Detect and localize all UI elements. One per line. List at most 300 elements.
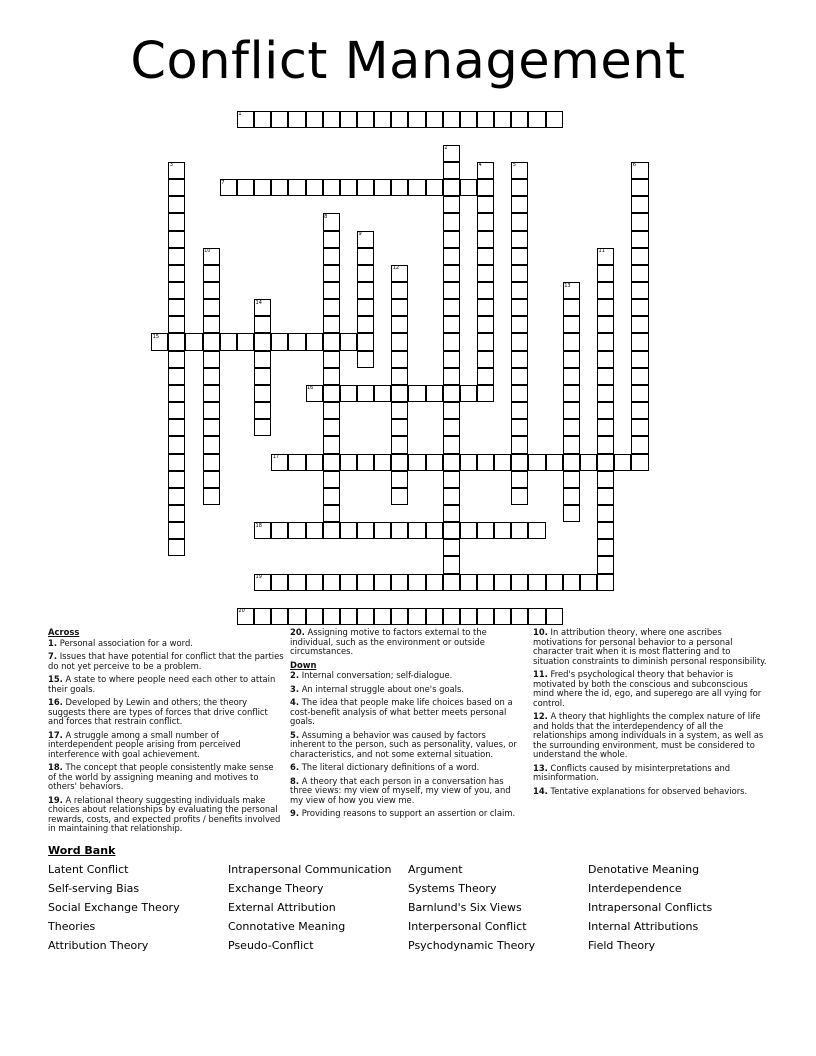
grid-cell[interactable] <box>306 333 323 350</box>
grid-cell[interactable] <box>168 505 185 522</box>
grid-cell[interactable] <box>443 213 460 230</box>
grid-cell[interactable] <box>494 608 511 625</box>
grid-cell[interactable] <box>203 488 220 505</box>
grid-cell[interactable] <box>563 316 580 333</box>
grid-cell[interactable] <box>426 608 443 625</box>
grid-cell[interactable] <box>546 574 563 591</box>
word-bank-item: Intrapersonal Communication <box>228 863 392 876</box>
grid-cell[interactable] <box>323 402 340 419</box>
grid-cell[interactable] <box>391 454 408 471</box>
grid-cell[interactable] <box>443 436 460 453</box>
grid-cell[interactable] <box>563 574 580 591</box>
grid-cell[interactable] <box>391 111 408 128</box>
grid-cell[interactable] <box>511 454 528 471</box>
grid-cell[interactable] <box>408 179 425 196</box>
grid-cell[interactable] <box>511 265 528 282</box>
grid-cell[interactable] <box>597 385 614 402</box>
grid-cell[interactable] <box>408 522 425 539</box>
grid-cell[interactable] <box>460 111 477 128</box>
grid-cell[interactable] <box>477 213 494 230</box>
grid-cell[interactable] <box>443 351 460 368</box>
grid-cell[interactable] <box>237 333 254 350</box>
grid-cell[interactable] <box>323 505 340 522</box>
grid-cell[interactable] <box>203 471 220 488</box>
grid-cell[interactable] <box>580 454 597 471</box>
grid-cell[interactable] <box>340 385 357 402</box>
grid-cell[interactable] <box>443 488 460 505</box>
grid-cell[interactable] <box>597 282 614 299</box>
grid-cell[interactable] <box>323 368 340 385</box>
grid-cell[interactable] <box>203 333 220 350</box>
grid-cell[interactable] <box>443 368 460 385</box>
grid-cell[interactable] <box>443 556 460 573</box>
grid-cell[interactable] <box>426 522 443 539</box>
grid-cell[interactable] <box>323 316 340 333</box>
grid-cell[interactable] <box>597 488 614 505</box>
grid-cell[interactable] <box>460 454 477 471</box>
grid-cell[interactable] <box>511 111 528 128</box>
grid-cell[interactable] <box>494 454 511 471</box>
grid-cell[interactable] <box>631 248 648 265</box>
grid-cell[interactable] <box>477 248 494 265</box>
grid-cell[interactable] <box>631 385 648 402</box>
grid-cell[interactable] <box>357 299 374 316</box>
grid-cell[interactable] <box>340 522 357 539</box>
grid-cell[interactable] <box>614 454 631 471</box>
grid-cell[interactable] <box>323 248 340 265</box>
grid-cell[interactable] <box>357 179 374 196</box>
grid-cell[interactable] <box>477 299 494 316</box>
grid-cell[interactable] <box>443 179 460 196</box>
grid-cell[interactable] <box>168 265 185 282</box>
grid-cell[interactable] <box>323 111 340 128</box>
grid-cell[interactable] <box>168 196 185 213</box>
grid-cell[interactable] <box>511 522 528 539</box>
grid-cell[interactable] <box>391 282 408 299</box>
grid-cell[interactable] <box>631 419 648 436</box>
grid-cell[interactable] <box>563 385 580 402</box>
grid-cell[interactable] <box>306 179 323 196</box>
grid-cell[interactable] <box>203 299 220 316</box>
grid-cell[interactable] <box>477 574 494 591</box>
grid-cell[interactable] <box>323 608 340 625</box>
grid-cell[interactable] <box>254 419 271 436</box>
grid-cell[interactable] <box>323 351 340 368</box>
grid-cell[interactable] <box>511 488 528 505</box>
grid-cell[interactable] <box>323 488 340 505</box>
grid-cell[interactable] <box>340 608 357 625</box>
clue-number: 3 <box>169 162 173 169</box>
grid-cell[interactable] <box>597 539 614 556</box>
grid-cell[interactable] <box>271 608 288 625</box>
grid-cell[interactable] <box>408 608 425 625</box>
grid-cell[interactable] <box>306 574 323 591</box>
grid-cell[interactable] <box>168 471 185 488</box>
grid-cell[interactable] <box>511 436 528 453</box>
grid-cell[interactable] <box>357 608 374 625</box>
grid-cell[interactable] <box>511 196 528 213</box>
grid-cell[interactable] <box>563 402 580 419</box>
grid-cell[interactable] <box>477 385 494 402</box>
grid-cell[interactable] <box>546 111 563 128</box>
grid-cell[interactable] <box>563 419 580 436</box>
grid-cell[interactable] <box>511 248 528 265</box>
grid-cell[interactable] <box>323 454 340 471</box>
grid-cell[interactable] <box>443 385 460 402</box>
grid-cell[interactable] <box>374 522 391 539</box>
grid-cell[interactable] <box>494 111 511 128</box>
clue-down-2: 2. Internal conversation; self-dialogue. <box>290 670 453 680</box>
grid-cell[interactable] <box>563 505 580 522</box>
grid-cell[interactable] <box>306 522 323 539</box>
grid-cell[interactable] <box>288 454 305 471</box>
grid-cell[interactable] <box>477 111 494 128</box>
grid-cell[interactable] <box>443 299 460 316</box>
grid-cell[interactable] <box>631 213 648 230</box>
grid-cell[interactable] <box>391 333 408 350</box>
grid-cell[interactable] <box>528 522 545 539</box>
grid-cell[interactable] <box>271 522 288 539</box>
grid-cell[interactable] <box>443 608 460 625</box>
grid-cell[interactable] <box>477 179 494 196</box>
grid-cell[interactable] <box>168 351 185 368</box>
grid-cell[interactable] <box>597 265 614 282</box>
grid-cell[interactable] <box>203 385 220 402</box>
grid-cell[interactable] <box>563 471 580 488</box>
grid-cell[interactable] <box>357 351 374 368</box>
grid-cell[interactable] <box>306 454 323 471</box>
grid-cell[interactable] <box>597 299 614 316</box>
grid-cell[interactable] <box>203 454 220 471</box>
grid-cell[interactable] <box>426 574 443 591</box>
grid-cell[interactable] <box>203 351 220 368</box>
grid-cell[interactable] <box>357 282 374 299</box>
grid-cell[interactable] <box>168 213 185 230</box>
grid-cell[interactable] <box>323 282 340 299</box>
grid-cell[interactable] <box>357 316 374 333</box>
grid-cell[interactable] <box>391 436 408 453</box>
grid-cell[interactable] <box>511 333 528 350</box>
grid-cell[interactable] <box>511 368 528 385</box>
grid-cell[interactable] <box>254 179 271 196</box>
grid-cell[interactable] <box>597 419 614 436</box>
grid-cell[interactable] <box>631 299 648 316</box>
grid-cell[interactable] <box>168 454 185 471</box>
grid-cell[interactable] <box>168 402 185 419</box>
grid-cell[interactable] <box>597 351 614 368</box>
grid-cell[interactable] <box>426 179 443 196</box>
grid-cell[interactable] <box>597 368 614 385</box>
grid-cell[interactable] <box>168 316 185 333</box>
grid-cell[interactable] <box>426 454 443 471</box>
grid-cell[interactable] <box>408 574 425 591</box>
grid-cell[interactable] <box>203 368 220 385</box>
clue-across-18: 18. The concept that people consistently make sense of the world by assigning meaning and motives to others' behaviors. <box>48 762 274 791</box>
grid-cell[interactable] <box>631 454 648 471</box>
grid-cell[interactable] <box>168 385 185 402</box>
grid-cell[interactable] <box>563 436 580 453</box>
grid-cell[interactable] <box>631 196 648 213</box>
grid-cell[interactable] <box>391 402 408 419</box>
grid-cell[interactable] <box>237 179 254 196</box>
grid-cell[interactable] <box>391 299 408 316</box>
grid-cell[interactable] <box>408 111 425 128</box>
grid-cell[interactable] <box>597 522 614 539</box>
grid-cell[interactable] <box>511 402 528 419</box>
grid-cell[interactable] <box>168 436 185 453</box>
grid-cell[interactable] <box>254 368 271 385</box>
grid-cell[interactable] <box>254 385 271 402</box>
grid-cell[interactable] <box>477 231 494 248</box>
grid-cell[interactable] <box>168 299 185 316</box>
grid-cell[interactable] <box>391 522 408 539</box>
grid-cell[interactable] <box>357 454 374 471</box>
grid-cell[interactable] <box>288 574 305 591</box>
grid-cell[interactable] <box>168 231 185 248</box>
grid-cell[interactable] <box>631 402 648 419</box>
grid-cell[interactable] <box>460 608 477 625</box>
grid-cell[interactable] <box>511 231 528 248</box>
grid-cell[interactable] <box>220 333 237 350</box>
grid-cell[interactable] <box>477 196 494 213</box>
grid-cell[interactable] <box>323 333 340 350</box>
grid-cell[interactable] <box>443 505 460 522</box>
grid-cell[interactable] <box>443 419 460 436</box>
grid-cell[interactable] <box>563 368 580 385</box>
grid-cell[interactable] <box>528 574 545 591</box>
grid-cell[interactable] <box>528 111 545 128</box>
grid-cell[interactable] <box>511 282 528 299</box>
grid-cell[interactable] <box>391 368 408 385</box>
grid-cell[interactable] <box>391 385 408 402</box>
grid-cell[interactable] <box>477 316 494 333</box>
grid-cell[interactable] <box>323 265 340 282</box>
grid-cell[interactable] <box>443 333 460 350</box>
grid-cell[interactable] <box>443 196 460 213</box>
grid-cell[interactable] <box>271 179 288 196</box>
grid-cell[interactable] <box>271 333 288 350</box>
grid-cell[interactable] <box>323 419 340 436</box>
grid-cell[interactable] <box>288 608 305 625</box>
grid-cell[interactable] <box>340 111 357 128</box>
grid-cell[interactable] <box>254 351 271 368</box>
grid-cell[interactable] <box>391 316 408 333</box>
grid-cell[interactable] <box>443 522 460 539</box>
grid-cell[interactable] <box>323 385 340 402</box>
grid-cell[interactable] <box>203 419 220 436</box>
grid-cell[interactable] <box>511 419 528 436</box>
grid-cell[interactable] <box>408 385 425 402</box>
grid-cell[interactable] <box>254 402 271 419</box>
grid-cell[interactable] <box>288 333 305 350</box>
grid-cell[interactable] <box>168 282 185 299</box>
grid-cell[interactable] <box>528 608 545 625</box>
grid-cell[interactable] <box>374 608 391 625</box>
grid-cell[interactable] <box>511 574 528 591</box>
grid-cell[interactable] <box>254 111 271 128</box>
grid-cell[interactable] <box>323 574 340 591</box>
grid-cell[interactable] <box>477 265 494 282</box>
grid-cell[interactable] <box>460 574 477 591</box>
grid-cell[interactable] <box>443 402 460 419</box>
grid-cell[interactable] <box>597 436 614 453</box>
grid-cell[interactable] <box>443 539 460 556</box>
grid-cell[interactable] <box>443 162 460 179</box>
grid-cell[interactable] <box>546 454 563 471</box>
grid-cell[interactable] <box>597 574 614 591</box>
grid-cell[interactable] <box>443 471 460 488</box>
grid-cell[interactable] <box>271 574 288 591</box>
grid-cell[interactable] <box>477 454 494 471</box>
grid-cell[interactable] <box>631 351 648 368</box>
grid-cell[interactable] <box>357 265 374 282</box>
grid-cell[interactable] <box>511 299 528 316</box>
grid-cell[interactable] <box>511 471 528 488</box>
grid-cell[interactable] <box>597 333 614 350</box>
grid-cell[interactable] <box>203 265 220 282</box>
grid-cell[interactable] <box>597 316 614 333</box>
grid-cell[interactable] <box>477 608 494 625</box>
grid-cell[interactable] <box>597 505 614 522</box>
grid-cell[interactable] <box>271 111 288 128</box>
grid-cell[interactable] <box>580 574 597 591</box>
grid-cell[interactable] <box>340 333 357 350</box>
grid-cell[interactable] <box>168 488 185 505</box>
grid-cell[interactable] <box>323 179 340 196</box>
grid-cell[interactable] <box>494 574 511 591</box>
grid-cell[interactable] <box>374 454 391 471</box>
grid-cell[interactable] <box>563 488 580 505</box>
grid-cell[interactable] <box>460 385 477 402</box>
grid-cell[interactable] <box>340 454 357 471</box>
grid-cell[interactable] <box>323 471 340 488</box>
grid-cell[interactable] <box>408 454 425 471</box>
grid-cell[interactable] <box>357 574 374 591</box>
grid-cell[interactable] <box>597 556 614 573</box>
grid-cell[interactable] <box>443 316 460 333</box>
grid-cell[interactable] <box>511 316 528 333</box>
grid-cell[interactable] <box>288 111 305 128</box>
grid-cell[interactable] <box>168 248 185 265</box>
grid-cell[interactable] <box>477 333 494 350</box>
grid-cell[interactable] <box>391 179 408 196</box>
grid-cell[interactable] <box>563 333 580 350</box>
grid-cell[interactable] <box>511 608 528 625</box>
grid-cell[interactable] <box>426 385 443 402</box>
grid-cell[interactable] <box>391 351 408 368</box>
grid-cell[interactable] <box>185 333 202 350</box>
grid-cell[interactable] <box>563 299 580 316</box>
grid-cell[interactable] <box>168 419 185 436</box>
grid-cell[interactable] <box>443 111 460 128</box>
grid-cell[interactable] <box>306 111 323 128</box>
grid-cell[interactable] <box>631 231 648 248</box>
grid-cell[interactable] <box>288 179 305 196</box>
grid-cell[interactable] <box>374 111 391 128</box>
grid-cell[interactable] <box>374 179 391 196</box>
grid-cell[interactable] <box>443 248 460 265</box>
grid-cell[interactable] <box>357 385 374 402</box>
grid-cell[interactable] <box>323 522 340 539</box>
grid-cell[interactable] <box>340 574 357 591</box>
grid-cell[interactable] <box>511 179 528 196</box>
grid-cell[interactable] <box>357 522 374 539</box>
grid-cell[interactable] <box>168 179 185 196</box>
grid-cell[interactable] <box>288 522 305 539</box>
grid-cell[interactable] <box>357 248 374 265</box>
grid-cell[interactable] <box>391 488 408 505</box>
grid-cell[interactable] <box>357 333 374 350</box>
grid-cell[interactable] <box>477 351 494 368</box>
grid-cell[interactable] <box>323 299 340 316</box>
grid-cell[interactable] <box>477 282 494 299</box>
grid-cell[interactable] <box>631 265 648 282</box>
grid-cell[interactable] <box>168 539 185 556</box>
grid-cell[interactable] <box>323 436 340 453</box>
grid-cell[interactable] <box>203 402 220 419</box>
grid-cell[interactable] <box>340 179 357 196</box>
grid-cell[interactable] <box>511 385 528 402</box>
grid-cell[interactable] <box>254 333 271 350</box>
grid-cell[interactable] <box>254 608 271 625</box>
grid-cell[interactable] <box>323 231 340 248</box>
grid-cell[interactable] <box>563 351 580 368</box>
grid-cell[interactable] <box>631 436 648 453</box>
grid-cell[interactable] <box>443 231 460 248</box>
grid-cell[interactable] <box>391 471 408 488</box>
grid-cell[interactable] <box>511 351 528 368</box>
grid-cell[interactable] <box>391 608 408 625</box>
grid-cell[interactable] <box>374 574 391 591</box>
grid-cell[interactable] <box>357 111 374 128</box>
grid-cell[interactable] <box>477 522 494 539</box>
grid-cell[interactable] <box>528 454 545 471</box>
grid-cell[interactable] <box>203 282 220 299</box>
grid-cell[interactable] <box>391 574 408 591</box>
grid-cell[interactable] <box>597 471 614 488</box>
grid-cell[interactable] <box>443 265 460 282</box>
grid-cell[interactable] <box>460 179 477 196</box>
grid-cell[interactable] <box>168 333 185 350</box>
grid-cell[interactable] <box>203 316 220 333</box>
grid-cell[interactable] <box>168 522 185 539</box>
grid-cell[interactable] <box>477 368 494 385</box>
grid-cell[interactable] <box>563 454 580 471</box>
grid-cell[interactable] <box>597 402 614 419</box>
grid-cell[interactable] <box>391 419 408 436</box>
grid-cell[interactable] <box>631 368 648 385</box>
grid-cell[interactable] <box>254 316 271 333</box>
grid-cell[interactable] <box>168 368 185 385</box>
grid-cell[interactable] <box>460 522 477 539</box>
grid-cell[interactable] <box>306 608 323 625</box>
grid-cell[interactable] <box>494 522 511 539</box>
grid-cell[interactable] <box>631 282 648 299</box>
grid-cell[interactable] <box>426 111 443 128</box>
grid-cell[interactable] <box>546 608 563 625</box>
grid-cell[interactable] <box>443 282 460 299</box>
grid-cell[interactable] <box>631 316 648 333</box>
grid-cell[interactable] <box>511 213 528 230</box>
grid-cell[interactable] <box>374 385 391 402</box>
grid-cell[interactable] <box>203 436 220 453</box>
clue-down-12: 12. A theory that highlights the complex nature of life and holds that the interdependency of all the relationships among individuals in a system, as well as the surrounding environment, must be considered to understand the whole. <box>533 711 764 759</box>
grid-cell[interactable] <box>597 454 614 471</box>
grid-cell[interactable] <box>631 333 648 350</box>
grid-cell[interactable] <box>443 454 460 471</box>
grid-cell[interactable] <box>443 574 460 591</box>
grid-cell[interactable] <box>631 179 648 196</box>
